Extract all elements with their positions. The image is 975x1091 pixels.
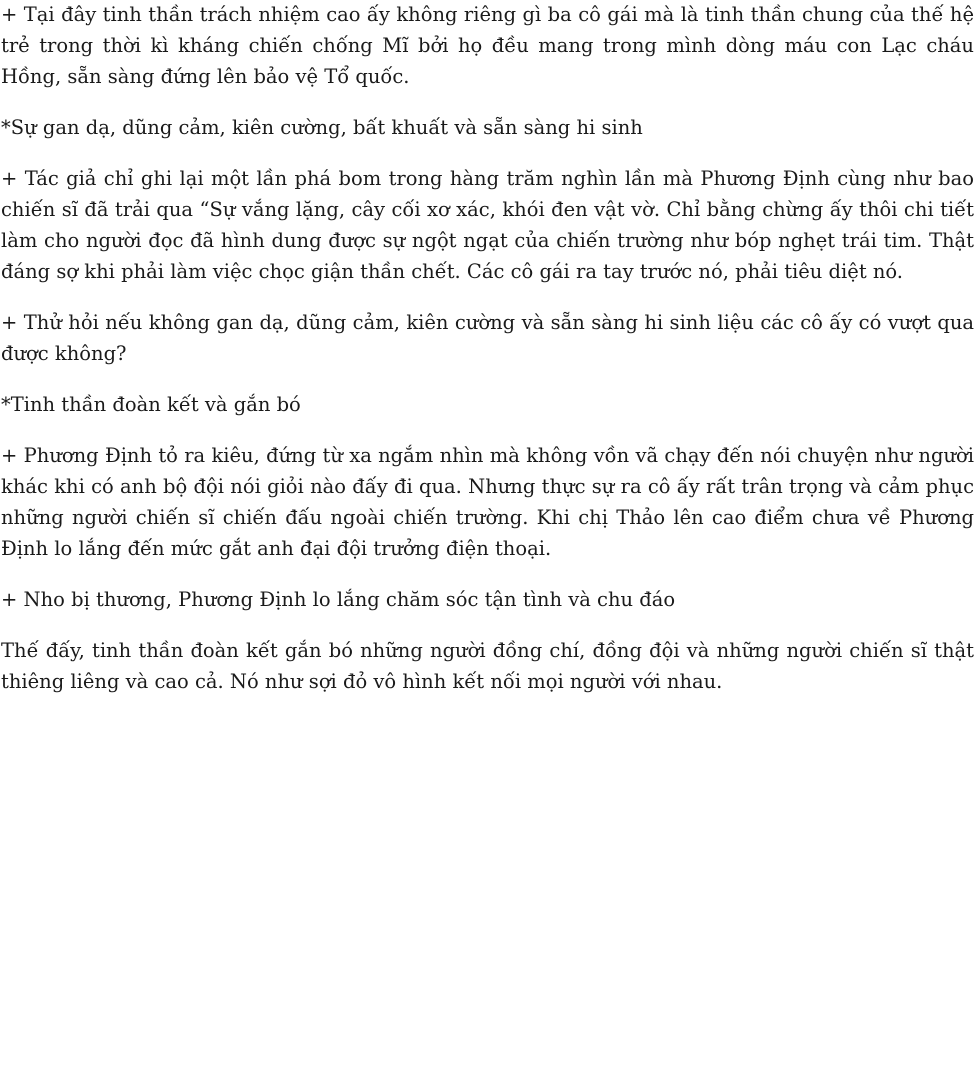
paragraph-rhetorical-question: + Thử hỏi nếu không gan dạ, dũng cảm, kiên cường và sẵn sàng hi sinh liệu các cô ấy có vượt qua được không? <box>1 311 974 365</box>
paragraph-nho-injured: + Nho bị thương, Phương Định lo lắng chăm sóc tận tình và chu đáo <box>1 588 676 611</box>
paragraph-phuong-dinh: + Phương Định tỏ ra kiêu, đứng từ xa ngắm nhìn mà không vồn vã chạy đến nói chuyện như người khác khi có anh bộ đội nói giỏi nào đấy đi qua. Nhưng thực sự ra cô ấy rất trân trọng và cảm phục những người chiến sĩ chiến đấu ngoài chiến trường. Khi chị Thảo lên cao điểm chưa về Phương Định lo lắng đến mức gắt anh đại đội trưởng điện thoại. <box>1 444 974 560</box>
paragraph-conclusion: Thế đấy, tinh thần đoàn kết gắn bó những người đồng chí, đồng đội và những người chiến sĩ thật thiêng liêng và cao cả. Nó như sợi đỏ vô hình kết nối mọi người với nhau. <box>1 639 974 693</box>
paragraph-responsibility: + Tại đây tinh thần trách nhiệm cao ấy không riêng gì ba cô gái mà là tinh thần chung của thế hệ trẻ trong thời kì kháng chiến chống Mĩ bởi họ đều mang trong mình dòng máu con Lạc cháu Hồng, sẵn sàng đứng lên bảo vệ Tổ quốc. <box>1 3 974 88</box>
heading-bravery: *Sự gan dạ, dũng cảm, kiên cường, bất khuất và sẵn sàng hi sinh <box>1 116 643 139</box>
heading-solidarity: *Tinh thần đoàn kết và gắn bó <box>1 393 301 416</box>
paragraph-bomb-defusing: + Tác giả chỉ ghi lại một lần phá bom trong hàng trăm nghìn lần mà Phương Định cùng như bao chiến sĩ đã trải qua “Sự vắng lặng, cây cối xơ xác, khói đen vật vờ. Chỉ bằng chừng ấy thôi chi tiết làm cho người đọc đã hình dung được sự ngột ngạt của chiến trường như bóp nghẹt trái tim. Thật đáng sợ khi phải làm việc chọc giận thần chết. Các cô gái ra tay trước nó, phải tiêu diệt nó. <box>1 167 974 283</box>
